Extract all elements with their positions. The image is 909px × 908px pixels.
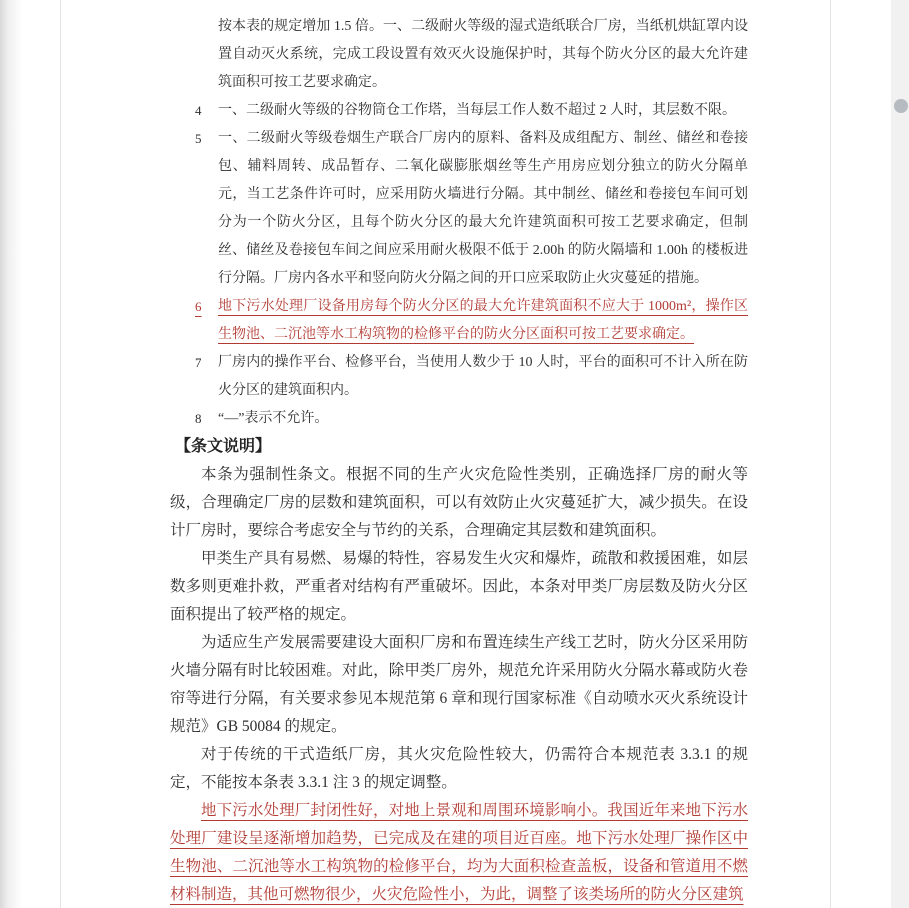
note-number: 4 — [195, 103, 202, 118]
note-item-6-revision — [195, 293, 748, 349]
explanation-paragraph-2: 甲类生产具有易燃、易爆的特性，容易发生火灾和爆炸，疏散和救援困难，如层数多则更难扑救，严重者对结构有严重破坏。因此，本条对甲类厂房层数及防火分区面积提出了较严格的规定。 — [170, 550, 748, 623]
note-number: 8 — [195, 411, 202, 426]
note-item-8 — [195, 405, 748, 433]
note-text: “—”表示不允许。 — [218, 411, 329, 426]
note-number: 7 — [195, 355, 202, 370]
document-page — [170, 0, 748, 908]
left-page-shadow — [0, 0, 22, 908]
note-number: 5 — [195, 131, 202, 146]
note-item-4 — [195, 97, 748, 125]
note-text: 一、二级耐火等级的谷物筒仓工作塔，当每层工作人数不超过 2 人时，其层数不限。 — [218, 103, 736, 118]
scrollbar-thumb[interactable] — [894, 99, 908, 113]
explanation-paragraph-4: 对于传统的干式造纸厂房，其火灾危险性较大，仍需符合本规范表 3.3.1 的规定，不能按本条表 3.3.1 注 3 的规定调整。 — [170, 746, 748, 791]
note-number: 6 — [195, 299, 202, 314]
explanation-section-header: 【条文说明】 — [175, 438, 272, 455]
page-right-edge-line — [830, 0, 831, 908]
note-text: 一、二级耐火等级卷烟生产联合厂房内的原料、备料及成组配方、制丝、储丝和卷接包、辅料周转、成品暂存、二氧化碳膨胀烟丝等生产用房应划分独立的防火分隔单元，当工艺条件许可时，应采用防火墙进行分隔。其中制丝、储丝和卷接包车间可划分为一个防火分区，且每个防火分区的最大允许建筑面积可按工艺要求确定，但制丝、储丝及卷接包车间之间应采用耐火极限不低于 2.00h 的防火隔墙和 1.00h 的楼板进行分隔。厂房内各水平和竖向防火分隔之间的开口应采取防止火灾蔓延的措施。 — [218, 131, 748, 286]
note-text: 厂房内的操作平台、检修平台，当使用人数少于 10 人时，平台的面积可不计入所在防火分区的建筑面积内。 — [218, 355, 748, 398]
explanation-paragraph-3: 为适应生产发展需要建设大面积厂房和布置连续生产线工艺时，防火分区采用防火墙分隔有时比较困难。对此，除甲类厂房外，规范允许采用防火分隔水幕或防火卷帘等进行分隔，有关要求参见本规范第 6 章和现行国家标准《自动喷水灭火系统设计规范》GB 50084 的规定。 — [170, 634, 748, 735]
explanation-paragraph-1: 本条为强制性条文。根据不同的生产火灾危险性类别，正确选择厂房的耐火等级，合理确定厂房的层数和建筑面积，可以有效防止火灾蔓延扩大，减少损失。在设计厂房时，要综合考虑安全与节约的关系，合理确定其层数和建筑面积。 — [170, 466, 748, 539]
note-item-5 — [195, 125, 748, 293]
scrollbar-track[interactable] — [891, 0, 909, 908]
note-text-revision: 地下污水处理厂设备用房每个防火分区的最大允许建筑面积不应大于 1000m²，操作区生物池、二沉池等水工构筑物的检修平台的防火分区面积可按工艺要求确定。 — [218, 299, 748, 342]
explanation-paragraph-5-revision: 地下污水处理厂封闭性好，对地上景观和周围环境影响小。我国近年来地下污水处理厂建设呈逐渐增加趋势，已完成及在建的项目近百座。地下污水处理厂操作区中生物池、二沉池等水工构筑物的检修平台，均为大面积检查盖板，设备和管道用不燃材料制造，其他可燃物很少，火灾危险性小，为此，调整了该类场所的防火分区建筑 — [170, 802, 748, 903]
note3-continuation-paragraph: 按本表的规定增加 1.5 倍。一、二级耐火等级的湿式造纸联合厂房，当纸机烘缸罩内设置自动灭火系统，完成工段设置有效灭火设施保护时，其每个防火分区的最大允许建筑面积可按工艺要求确定。 — [218, 19, 748, 90]
note-item-7 — [195, 349, 748, 405]
page-left-edge-line — [60, 0, 61, 908]
